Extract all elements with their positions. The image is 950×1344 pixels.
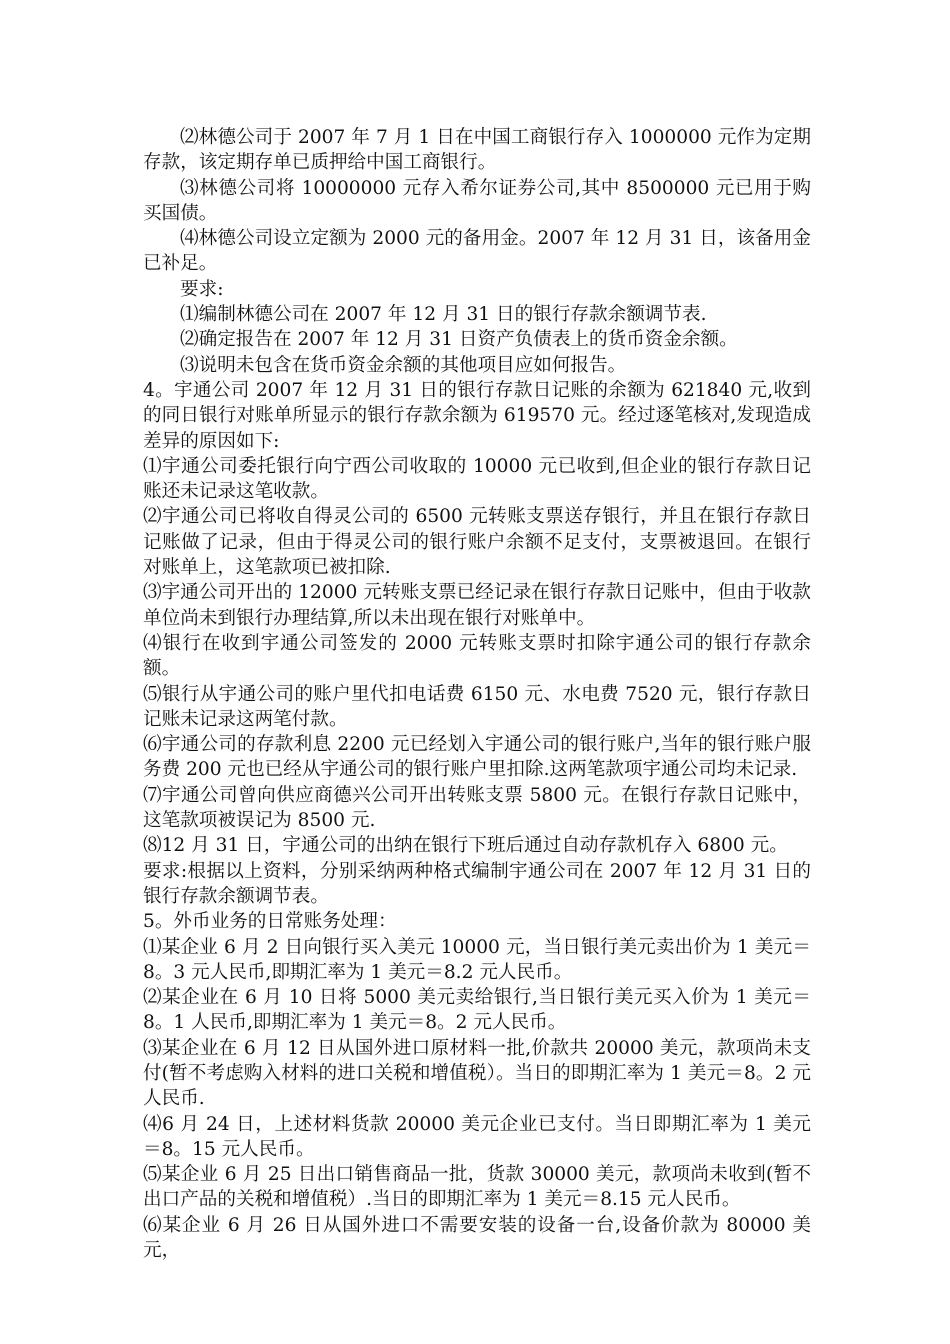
question-4-intro: 4。宇通公司 2007 年 12 月 31 日的银行存款日记账的余额为 621840 元,收到的同日银行对账单所显示的银行存款余额为 619570 元。经过逐笔核对,发现造成差异的原因如下:: [143, 379, 811, 452]
question-5-item-1: ⑴某企业 6 月 2 日向银行买入美元 10000 元，当日银行美元卖出价为 1 美元＝8。3 元人民币,即期汇率为 1 美元＝8.2 元人民币。: [143, 936, 811, 983]
question-4-item-4: ⑷银行在收到宇通公司签发的 2000 元转账支票时扣除宇通公司的银行存款余额。: [143, 632, 811, 680]
question-5-intro: 5。外币业务的日常账务处理：: [143, 911, 397, 933]
question-4-item-2: ⑵宇通公司已将收自得灵公司的 6500 元转账支票送存银行，并且在银行存款日记账做了记录，但由于得灵公司的银行账户余额不足支付，支票被退回。在银行对账单上，这笔款项已被扣除.: [143, 506, 811, 579]
question-4-item-6: ⑹宇通公司的存款利息 2200 元已经划入宇通公司的银行账户,当年的银行账户服务费 200 元也已经从宇通公司的银行账户里扣除.这两笔款项宇通公司均未记录.: [143, 734, 811, 781]
question-4-item-5: ⑸银行从宇通公司的账户里代扣电话费 6150 元、水电费 7520 元，银行存款日记账未记录这两笔付款。: [143, 683, 811, 730]
paragraph-item-4: ⑷林德公司设立定额为 2000 元的备用金。2007 年 12 月 31 日，该备用金已补足。: [143, 228, 811, 275]
requirement-item-1: ⑴编制林德公司在 2007 年 12 月 31 日的银行存款余额调节表.: [180, 304, 707, 326]
paragraph-item-2: ⑵林德公司于 2007 年 7 月 1 日在中国工商银行存入 1000000 元作为定期存款，该定期存单已质押给中国工商银行。: [143, 127, 811, 174]
question-4-item-1: ⑴宇通公司委托银行向宁西公司收取的 10000 元已收到,但企业的银行存款日记账还未记录这笔收款。: [143, 455, 811, 503]
question-5-item-2: ⑵某企业在 6 月 10 日将 5000 美元卖给银行,当日银行美元买入价为 1 美元＝8。1 人民币,即期汇率为 1 美元＝8。2 元人民币。: [143, 987, 811, 1034]
question-5-item-5: ⑸某企业 6 月 25 日出口销售商品一批，货款 30000 美元，款项尚未收到(暂不出口产品的关税和增值税）.当日的即期汇率为 1 美元＝8.15 元人民币。: [143, 1164, 811, 1211]
paragraph-item-3: ⑶林德公司将 10000000 元存入希尔证券公司,其中 8500000 元已用于购买国债。: [143, 177, 811, 224]
question-4-item-3: ⑶宇通公司开出的 12000 元转账支票已经记录在银行存款日记账中，但由于收款单位尚未到银行办理结算,所以未出现在银行对账单中。: [143, 582, 811, 629]
document-body: [143, 125, 811, 1263]
requirement-item-3: ⑶说明未包含在货币资金余额的其他项目应如何报告。: [180, 354, 627, 376]
question-4-item-7: ⑺宇通公司曾向供应商德兴公司开出转账支票 5800 元。在银行存款日记账中，这笔款项被误记为 8500 元.: [143, 784, 811, 832]
question-5-item-4: ⑷6 月 24 日，上述材料货款 20000 美元企业已支付。当日即期汇率为 1 美元＝8。15 元人民币。: [143, 1113, 811, 1160]
question-4-item-8: ⑻12 月 31 日，宇通公司的出纳在银行下班后通过自动存款机存入 6800 元。: [143, 835, 788, 857]
requirement-item-2: ⑵确定报告在 2007 年 12 月 31 日资产负债表上的货币资金余额。: [180, 329, 738, 351]
question-5-item-6: ⑹某企业 6 月 26 日从国外进口不需要安装的设备一台,设备价款为 80000 美元，: [143, 1214, 811, 1262]
question-5-item-3: ⑶某企业在 6 月 12 日从国外进口原材料一批,价款共 20000 美元，款项尚未支付(暂不考虑购入材料的进口关税和增值税）。当日的即期汇率为 1 美元＝8。2 元人民币.: [143, 1037, 811, 1110]
requirements-heading: 要求:: [180, 278, 224, 300]
question-4-requirement: 要求:根据以上资料，分别采纳两种格式编制宇通公司在 2007 年 12 月 31 日的银行存款余额调节表。: [143, 860, 811, 907]
